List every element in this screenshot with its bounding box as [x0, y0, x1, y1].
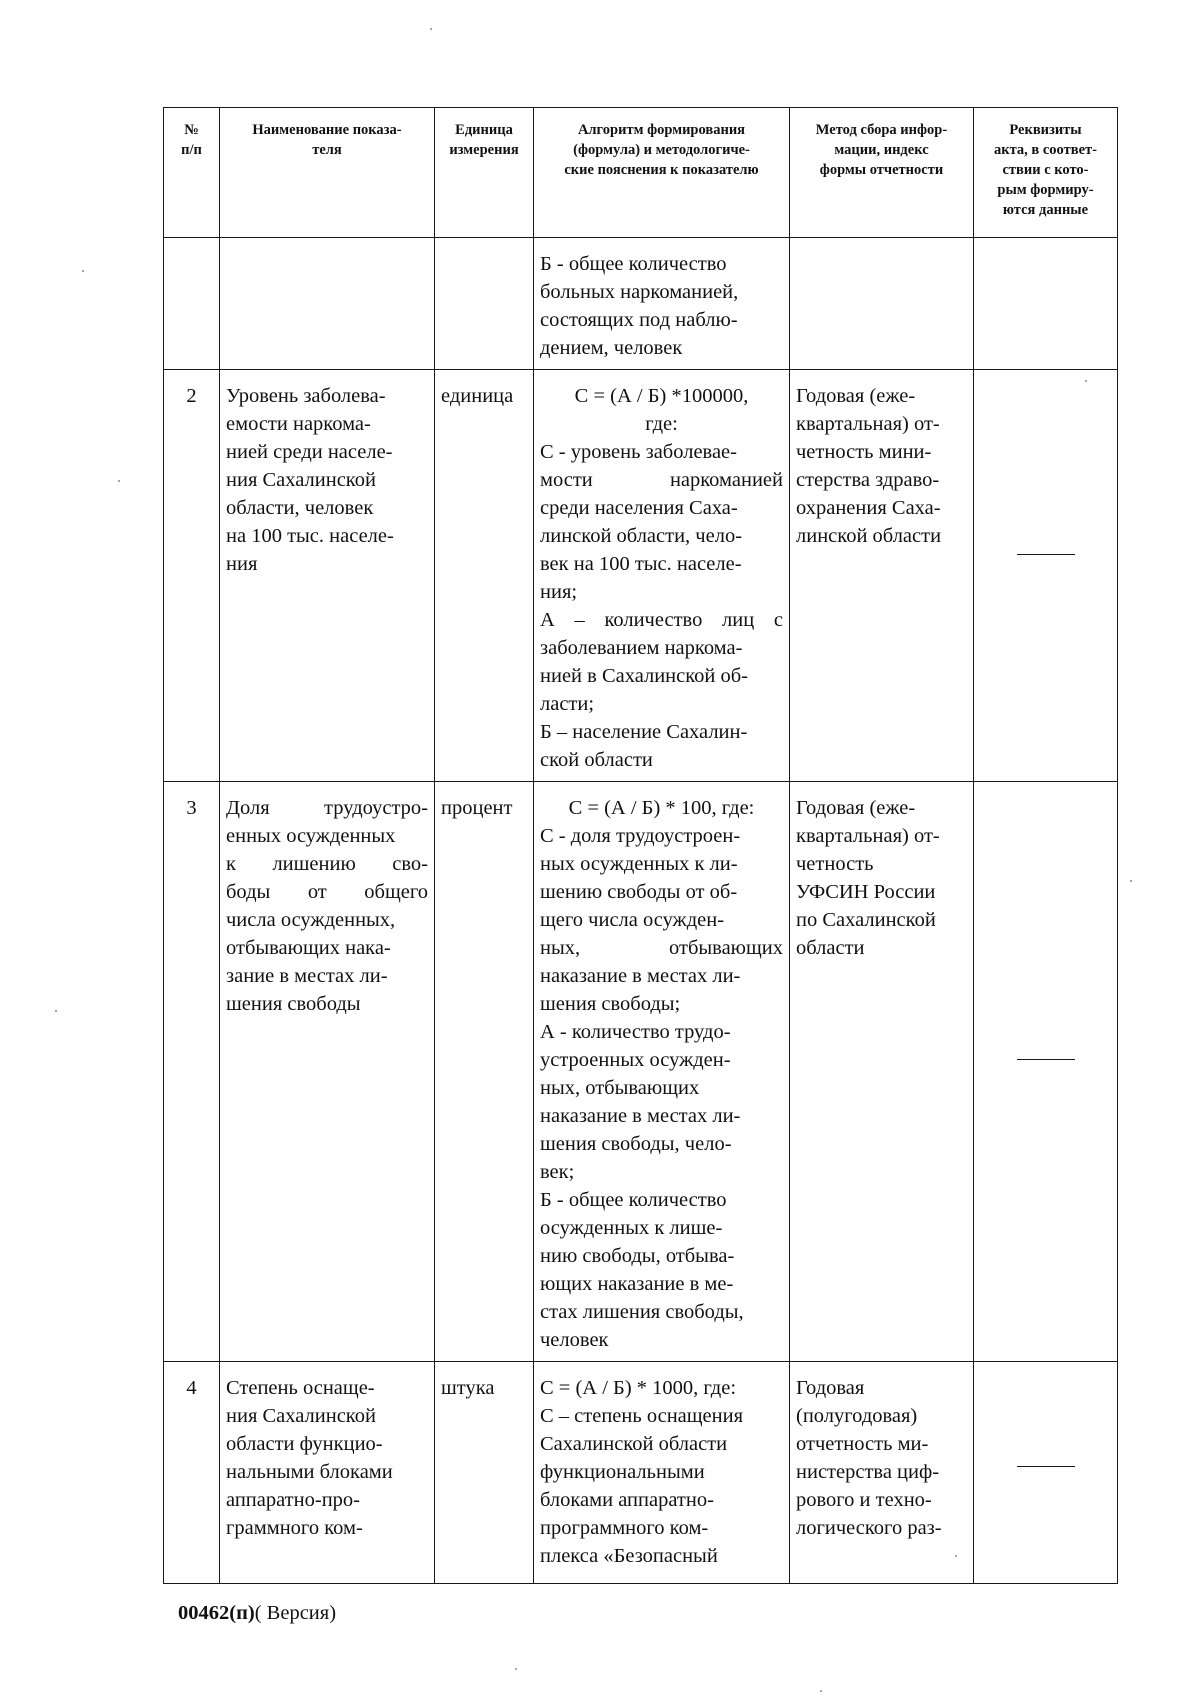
name-line: Доля трудоустро-	[226, 797, 428, 819]
method-line: охранения Саха-	[796, 497, 941, 519]
method-line: квартальная) от-	[796, 413, 940, 435]
algorithm-line: век;	[540, 1161, 575, 1183]
algorithm-line: программного ком-	[540, 1517, 709, 1539]
document-version: ( Версия)	[254, 1602, 337, 1624]
row-method	[790, 1362, 974, 1584]
name-line: области, человек	[226, 497, 374, 519]
row-requisites	[974, 782, 1118, 1362]
header-requisites	[974, 108, 1118, 238]
row-num: 2	[164, 370, 220, 782]
header-text: п/п	[181, 142, 202, 158]
algorithm-line: где:	[645, 413, 678, 435]
header-text: ствии с кото-	[1002, 162, 1089, 178]
header-text: Метод сбора инфор-	[815, 122, 948, 138]
method-line: по Сахалинской	[796, 909, 936, 931]
method-line: Годовая	[796, 1377, 865, 1399]
row-algorithm	[534, 238, 790, 370]
method-line: логического раз-	[796, 1517, 942, 1539]
algorithm-line: ласти;	[540, 693, 595, 715]
name-line: отбывающих нака-	[226, 937, 391, 959]
algorithm-line: стах лишения свободы,	[540, 1301, 744, 1323]
method-line: Годовая (еже-	[796, 385, 916, 407]
algorithm-line: человек	[540, 1329, 609, 1351]
name-line: нальными блоками	[226, 1461, 393, 1483]
name-line: Уровень заболева-	[226, 385, 386, 407]
header-text: №	[184, 122, 199, 138]
algorithm-line: век на 100 тыс. населе-	[540, 553, 742, 575]
header-text: ские пояснения к показателю	[564, 162, 759, 178]
algorithm-line: больных наркоманией,	[540, 281, 739, 303]
header-text: мации, индекс	[834, 142, 929, 158]
name-line: к лишению сво-	[226, 853, 428, 875]
row-method	[790, 238, 974, 370]
row-method	[790, 782, 974, 1362]
header-text: акта, в соответ-	[994, 142, 1097, 158]
algorithm-line: состоящих под наблю-	[540, 309, 738, 331]
row-name	[220, 1362, 435, 1584]
row-num	[164, 238, 220, 370]
method-line: (полугодовая)	[796, 1405, 918, 1427]
name-line: на 100 тыс. населе-	[226, 525, 394, 547]
scan-speck	[515, 1668, 517, 1670]
algorithm-line: нию свободы, отбыва-	[540, 1245, 735, 1267]
scan-speck	[1130, 880, 1132, 882]
algorithm-line: С = (А / Б) * 100, где:	[568, 797, 755, 819]
algorithm-line: С = (А / Б) *100000,	[574, 385, 749, 407]
row-num: 3	[164, 782, 220, 1362]
method-line: Годовая (еже-	[796, 797, 916, 819]
header-num	[164, 108, 220, 238]
name-line: шения свободы	[226, 993, 361, 1015]
method-line: четность мини-	[796, 441, 932, 463]
algorithm-line: среди населения Саха-	[540, 497, 738, 519]
name-line: енных осужденных	[226, 825, 396, 847]
algorithm-line: Сахалинской области	[540, 1433, 728, 1455]
algorithm-line: ных, отбывающих	[540, 1077, 700, 1099]
document-footer	[178, 1602, 336, 1625]
method-line: УФСИН России	[796, 881, 936, 903]
header-text: ются данные	[1002, 202, 1089, 218]
method-line: стерства здраво-	[796, 469, 940, 491]
row-unit: единица	[435, 370, 534, 782]
table-row	[164, 370, 1118, 782]
document-sheet	[163, 107, 1118, 1584]
name-line: боды от общего	[226, 881, 428, 903]
algorithm-line: шения свободы, чело-	[540, 1133, 732, 1155]
header-text: измерения	[449, 142, 519, 158]
algorithm-line: дением, человек	[540, 337, 683, 359]
algorithm-line: С = (А / Б) * 1000, где:	[540, 1377, 737, 1399]
header-text: формы отчетности	[819, 162, 944, 178]
algorithm-line: ской области	[540, 749, 653, 771]
algorithm-line: наказание в местах ли-	[540, 1105, 741, 1127]
algorithm-line: С - доля трудоустроен-	[540, 825, 741, 847]
scan-speck	[955, 1555, 957, 1557]
row-algorithm	[534, 782, 790, 1362]
algorithm-line: С – степень оснащения	[540, 1405, 744, 1427]
scan-speck	[820, 1690, 822, 1692]
row-requisites	[974, 238, 1118, 370]
row-requisites	[974, 1362, 1118, 1584]
algorithm-line: щего числа осужден-	[540, 909, 725, 931]
header-unit	[435, 108, 534, 238]
algorithm-line: осужденных к лише-	[540, 1217, 723, 1239]
row-unit	[435, 238, 534, 370]
row-algorithm	[534, 1362, 790, 1584]
scan-speck	[55, 1010, 57, 1012]
table-header-row	[164, 108, 1118, 238]
requisites-dash	[1017, 1059, 1075, 1060]
requisites-dash	[1017, 1466, 1075, 1467]
document-code: 00462(п)	[178, 1602, 255, 1624]
name-line: числа осужденных,	[226, 909, 396, 931]
algorithm-line: шению свободы от об-	[540, 881, 738, 903]
method-line: квартальная) от-	[796, 825, 940, 847]
header-text: Реквизиты	[1009, 122, 1082, 138]
name-line: ния Сахалинской	[226, 469, 376, 491]
header-text: Алгоритм формирования	[577, 122, 746, 138]
method-line: отчетность ми-	[796, 1433, 929, 1455]
table-row	[164, 782, 1118, 1362]
row-unit: штука	[435, 1362, 534, 1584]
header-text: Единица	[455, 122, 513, 138]
algorithm-line: ных, отбывающих	[540, 937, 783, 959]
scan-speck	[1085, 380, 1087, 382]
row-unit: процент	[435, 782, 534, 1362]
algorithm-line: наказание в местах ли-	[540, 965, 741, 987]
scan-speck	[430, 28, 432, 30]
scan-speck	[118, 480, 120, 482]
algorithm-line: А - количество трудо-	[540, 1021, 731, 1043]
header-text: (формула) и методологиче-	[573, 142, 750, 158]
algorithm-line: ния;	[540, 581, 578, 603]
name-line: граммного ком-	[226, 1517, 363, 1539]
row-algorithm	[534, 370, 790, 782]
table-row	[164, 1362, 1118, 1584]
algorithm-line: устроенных осужден-	[540, 1049, 731, 1071]
method-line: нистерства циф-	[796, 1461, 940, 1483]
header-text: теля	[312, 142, 342, 158]
algorithm-line: Б - общее количество	[540, 1189, 727, 1211]
name-line: области функцио-	[226, 1433, 383, 1455]
header-method	[790, 108, 974, 238]
algorithm-line: заболеванием наркома-	[540, 637, 743, 659]
header-text: рым формиру-	[997, 182, 1094, 198]
name-line: ния	[226, 553, 258, 575]
method-line: области	[796, 937, 865, 959]
table-row	[164, 238, 1118, 370]
name-line: нией среди населе-	[226, 441, 393, 463]
algorithm-line: нией в Сахалинской об-	[540, 665, 749, 687]
algorithm-line: ных осужденных к ли-	[540, 853, 738, 875]
algorithm-line: линской области, чело-	[540, 525, 743, 547]
algorithm-line: ющих наказание в ме-	[540, 1273, 734, 1295]
method-line: четность	[796, 853, 874, 875]
method-line: рового и техно-	[796, 1489, 932, 1511]
algorithm-line: мости наркоманией	[540, 469, 783, 491]
algorithm-line: плекса «Безопасный	[540, 1545, 718, 1567]
name-line: емости наркома-	[226, 413, 371, 435]
row-name	[220, 238, 435, 370]
row-name	[220, 782, 435, 1362]
scan-speck	[82, 270, 84, 272]
row-method	[790, 370, 974, 782]
row-requisites	[974, 370, 1118, 782]
name-line: Степень оснаще-	[226, 1377, 375, 1399]
name-line: ния Сахалинской	[226, 1405, 376, 1427]
row-num: 4	[164, 1362, 220, 1584]
algorithm-line: С - уровень заболевае-	[540, 441, 737, 463]
algorithm-line: А – количество лиц с	[540, 609, 783, 631]
algorithm-line: Б – население Сахалин-	[540, 721, 748, 743]
algorithm-line: шения свободы;	[540, 993, 681, 1015]
method-line: линской области	[796, 525, 942, 547]
requisites-dash	[1017, 554, 1075, 555]
algorithm-line: функциональными	[540, 1461, 705, 1483]
algorithm-line: Б - общее количество	[540, 253, 727, 275]
name-line: аппаратно-про-	[226, 1489, 360, 1511]
row-name	[220, 370, 435, 782]
header-algorithm	[534, 108, 790, 238]
algorithm-line: блоками аппаратно-	[540, 1489, 714, 1511]
header-text: Наименование показа-	[252, 122, 402, 138]
header-name	[220, 108, 435, 238]
indicators-table	[163, 107, 1118, 1584]
name-line: зание в местах ли-	[226, 965, 388, 987]
